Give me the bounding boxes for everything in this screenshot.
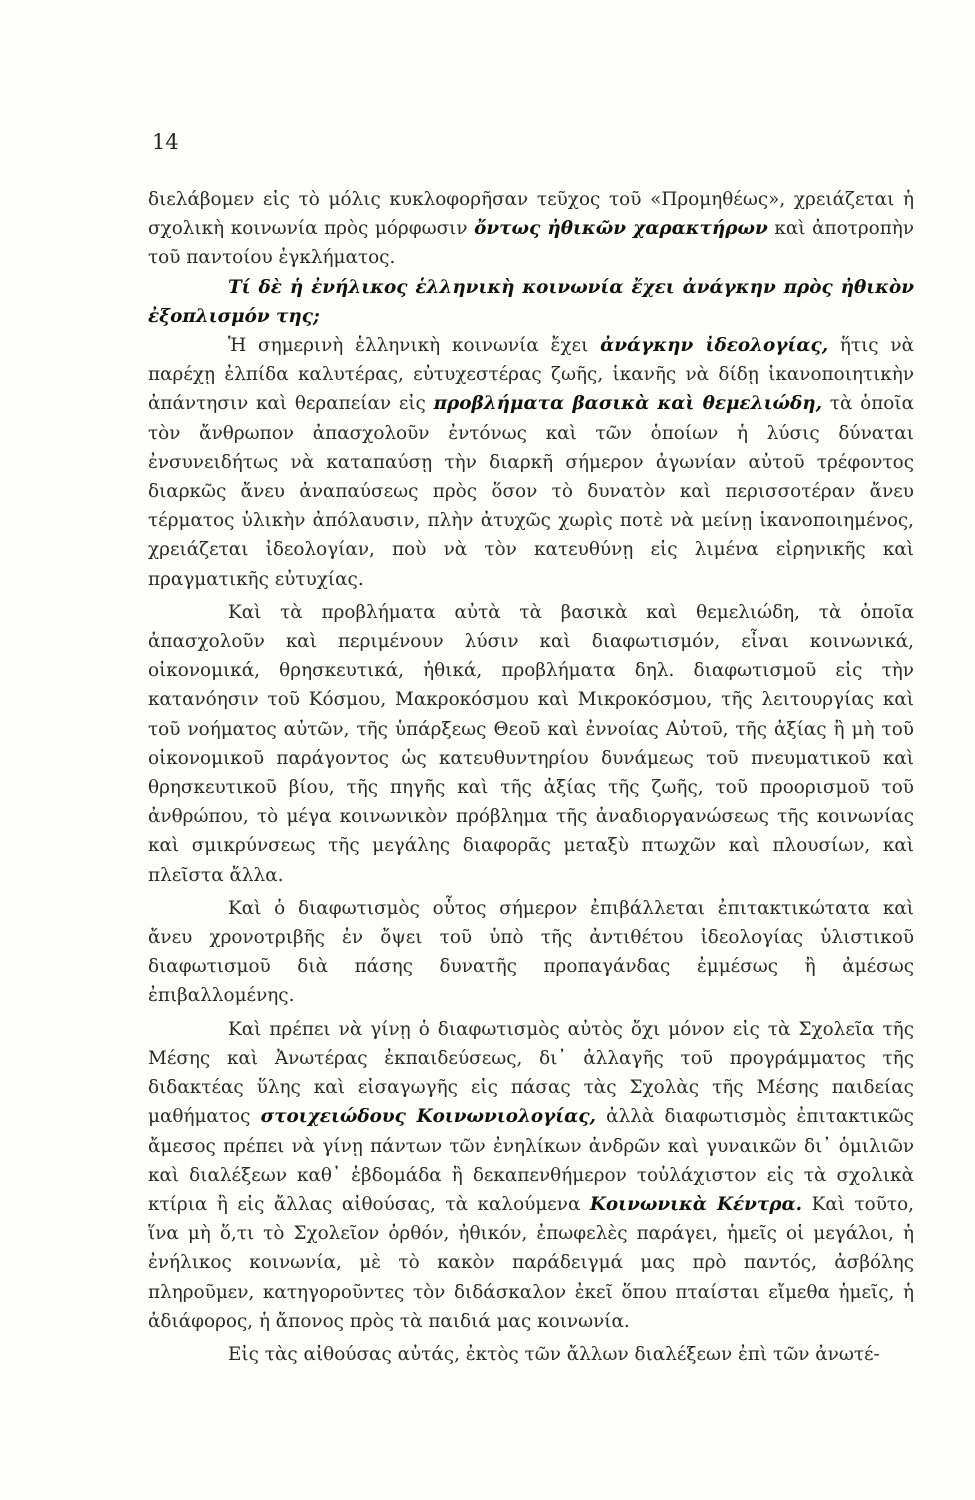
- text-run: Καὶ ὁ διαφωτισμὸς οὗτος σήμερον ἐπιβάλλεται ἐπιτακτικώτατα καὶ ἄνευ χρονοτριβῆς ἐν ὄψει τοῦ ὑπὸ τῆς ἀντιθέτου ἰδεολογίας ὑλιστικοῦ διαφωτισμοῦ διὰ πάσης δυνατῆς προπαγάνδας ἐμμέσως ἢ ἀμέσως ἐπιβαλλομένης.: [148, 897, 914, 1007]
- text-run: Καὶ πρέπει νὰ γίνῃ ὁ διαφωτισμὸς αὐτὸς ὄχι μόνον εἰς τὰ Σχολεῖα τῆς Μέσης καὶ Ἀνωτέρας ἐκπαιδεύσεως, δι᾿ ἀλλαγῆς τοῦ προγράμματος τῆς διδακτέας ὕλης καὶ εἰσαγωγῆς εἰς πάσας τὰς Σχολὰς τῆς Μέσης παιδείας μαθήματος: [148, 1018, 914, 1128]
- emphasized-text: προβλήματα βασικὰ καὶ θεμελιώδη,: [433, 393, 823, 415]
- text-run: τὰ ὁποῖα τὸν ἄνθρωπον ἀπασχολοῦν ἐντόνως καὶ τῶν ὁποίων ἡ λύσις δύναται ἐνσυνειδήτως νὰ καταπαύσῃ τὴν διαρκῆ σήμερον ἀγωνίαν αὐτοῦ τρέφοντος διαρκῶς ἄνευ ἀναπαύσεως πρὸς ὅσον τὸ δυνατὸν καὶ περισσοτέραν ἄνευ τέρματος ὑλικὴν ἀπόλαυσιν, πλὴν ἀτυχῶς χωρὶς ποτὲ νὰ μείνῃ ἱκανοποιημένος, χρειάζεται ἰδεολογίαν, ποὺ νὰ τὸν κατευθύνῃ εἰς λιμένα εἰρηνικῆς καὶ πραγματικῆς εὐτυχίας.: [148, 393, 914, 590]
- text-run: διελάβομεν εἰς τὸ μόλις κυκλοφορῆσαν τεῦχος τοῦ «Προμηθέως», χρειάζεται ἡ σχολικὴ κοινωνία πρὸς μόρφωσιν: [148, 189, 914, 240]
- text-run: καὶ ἀποτροπὴν τοῦ παντοίου ἐγκλήματος.: [148, 218, 914, 269]
- text-run: ἀλλὰ διαφωτισμὸς ἐπιτακτικῶς ἄμεσος πρέπει νὰ γίνῃ πάντων τῶν ἐνηλίκων ἀνδρῶν καὶ γυναικῶν δι᾿ ὁμιλιῶν καὶ διαλέξεων καθ᾿ ἑβδομάδα ἢ δεκαπενθήμερον τοὐλάχιστον εἰς τὰ σχολικὰ κτίρια ἢ εἰς ἄλλας αἰθούσας, τὰ καλούμενα: [148, 1106, 914, 1215]
- page-number: 14: [152, 130, 179, 154]
- body-text: [148, 185, 914, 1369]
- emphasized-text: ὄντως ἠθικῶν χαρακτήρων: [474, 218, 768, 240]
- paragraph-heading-question: [148, 273, 914, 331]
- paragraph: [148, 894, 914, 1011]
- paragraph: [148, 1015, 914, 1336]
- text-run: Καὶ τὰ προβλήματα αὐτὰ τὰ βασικὰ καὶ θεμελιώδη, τὰ ὁποῖα ἀπασχολοῦν καὶ περιμένουν λύσιν καὶ διαφωτισμόν, εἶναι κοινωνικά, οἰκονομικά, θρησκευτικά, ἠθικά, προβλήματα δηλ. διαφωτισμοῦ εἰς τὴν κατανόησιν τοῦ Κόσμου, Μακροκόσμου καὶ Μικροκόσμου, τῆς λειτουργίας καὶ τοῦ νοήματος αὐτῶν, τῆς ὑπάρξεως Θεοῦ καὶ ἐννοίας Αὐτοῦ, τῆς ἀξίας ἢ μὴ τοῦ οἰκονομικοῦ παράγοντος ὡς κατευθυντηρίου δυνάμεως τοῦ πνευματικοῦ καὶ θρησκευτικοῦ βίου, τῆς πηγῆς καὶ τῆς ἀξίας τῆς ζωῆς, τοῦ προορισμοῦ τοῦ ἀνθρώπου, τὸ μέγα κοινωνικὸν πρόβλημα τῆς ἀναδιοργανώσεως τῆς κοινωνίας καὶ σμικρύνσεως τῆς μεγάλης διαφορᾶς μεταξὺ πτωχῶν καὶ πλουσίων, καὶ πλεῖστα ἄλλα.: [148, 601, 914, 886]
- text-run: Ἡ σημερινὴ ἑλληνικὴ κοινωνία ἔχει: [228, 335, 601, 357]
- emphasized-text: στοιχειώδους Κοινωνιολογίας,: [260, 1106, 596, 1128]
- emphasized-text: Τί δὲ ἡ ἐνήλικος ἑλληνικὴ κοινωνία ἔχει ἀνάγκην πρὸς ἠθικὸν ἐξοπλισμόν της;: [148, 276, 914, 327]
- text-run: ἥτις νὰ παρέχῃ ἐλπίδα καλυτέρας, εὐτυχεστέρας ζωῆς, ἱκανῆς νὰ δίδῃ ἱκανοποιητικὴν ἀπάντησιν καὶ θεραπείαν εἰς: [148, 335, 914, 415]
- emphasized-text: ἀνάγκην ἰδεολογίας,: [600, 335, 829, 357]
- text-run: Καὶ τοῦτο, ἵνα μὴ ὅ,τι τὸ Σχολεῖον ὀρθόν, ἠθικόν, ἐπωφελὲς παράγει, ἡμεῖς οἱ μεγάλοι, ἡ ἐνήλικος κοινωνία, μὲ τὸ κακὸν παράδειγμά μας πρὸ παντός, ἀσβόλης πληροῦμεν, κατηγοροῦντες τὸν διδάσκαλον ἐκεῖ ὅπου πταίσται εἴμεθα ἡμεῖς, ἡ ἀδιάφορος, ἡ ἄπονος πρὸς τὰ παιδιά μας κοινωνία.: [148, 1193, 914, 1332]
- paragraph: [148, 185, 914, 273]
- paragraph: [148, 598, 914, 890]
- text-run: Εἰς τὰς αἰθούσας αὐτάς, ἐκτὸς τῶν ἄλλων διαλέξεων ἐπὶ τῶν ἀνωτέ-: [228, 1343, 880, 1365]
- paragraph: [148, 1340, 914, 1369]
- paragraph: [148, 331, 914, 594]
- emphasized-text: Κοινωνικὰ Κέντρα.: [589, 1193, 803, 1215]
